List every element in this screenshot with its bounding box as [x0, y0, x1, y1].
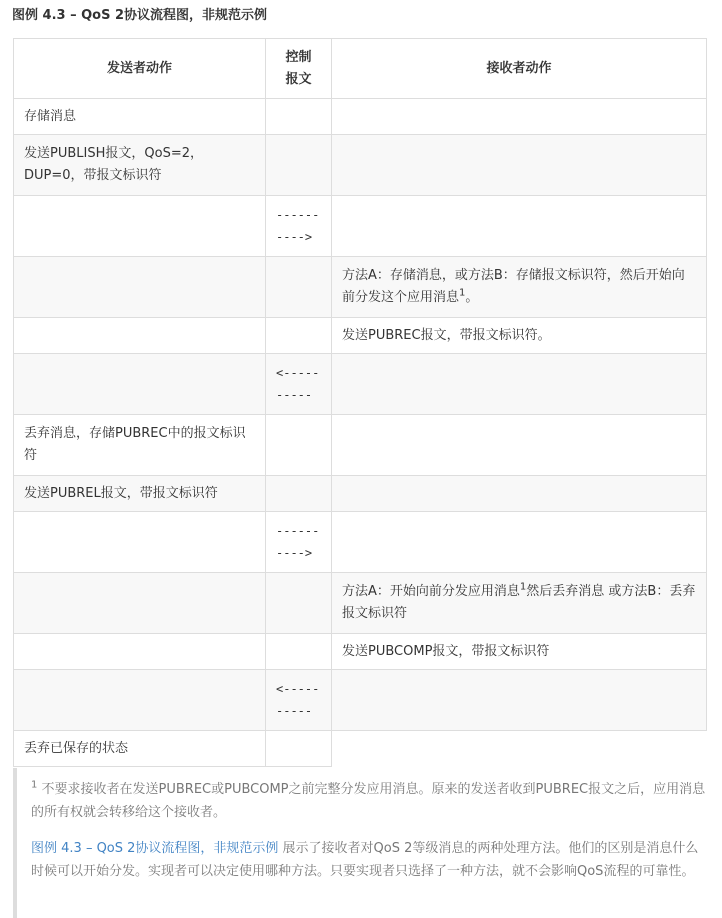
table-row [14, 257, 707, 318]
table-row [14, 354, 707, 415]
figure-caption: 图例 4.3 – QoS 2协议流程图，非规范示例 [12, 8, 268, 23]
sender-cell: 丢弃已保存的状态 [14, 731, 266, 767]
header-receiver: 接收者动作 [332, 39, 707, 99]
header-control-line2: 报文 [285, 71, 312, 87]
control-cell [266, 573, 332, 634]
control-cell [266, 318, 332, 354]
sender-cell [14, 573, 266, 634]
receiver-cell [332, 196, 707, 257]
footnote [31, 778, 706, 824]
sender-cell: 发送PUBREL报文，带报文标识符 [14, 476, 266, 512]
sender-cell: 丢弃消息，存储PUBREC中的报文标识符 [14, 415, 266, 476]
control-cell: ----------> [266, 512, 332, 573]
header-control [266, 39, 332, 99]
table-row [14, 476, 707, 512]
qos2-flow-table [13, 38, 707, 767]
footnote-block [13, 768, 706, 918]
footnote-marker: 1 [31, 779, 38, 791]
control-cell [266, 634, 332, 670]
receiver-cell: 发送PUBREC报文，带报文标识符。 [332, 318, 707, 354]
table-row [14, 196, 707, 257]
control-cell: <---------- [266, 354, 332, 415]
sender-cell: 存储消息 [14, 99, 266, 135]
footnote-text: 不要求接收者在发送PUBREC或PUBCOMP之前完整分发应用消息。原来的发送者收到PUBREC报文之后，应用消息的所有权就会转移给这个接收者。 [31, 782, 706, 820]
control-cell [266, 99, 332, 135]
header-control-line1: 控制 [285, 49, 312, 65]
footnote-ref: 1 [459, 287, 466, 299]
receiver-cell [332, 512, 707, 573]
table-row [14, 99, 707, 135]
table-row [14, 731, 707, 767]
control-cell: <---------- [266, 670, 332, 731]
sender-cell [14, 318, 266, 354]
sender-cell [14, 634, 266, 670]
control-cell [266, 257, 332, 318]
receiver-cell [332, 354, 707, 415]
explanation-paragraph [31, 837, 706, 883]
receiver-cell [332, 415, 707, 476]
receiver-cell [332, 135, 707, 196]
table-row [14, 318, 707, 354]
figure-link[interactable]: 图例 4.3 – QoS 2协议流程图，非规范示例 [31, 841, 279, 856]
footnote-ref: 1 [519, 581, 527, 593]
sender-cell [14, 257, 266, 318]
control-cell [266, 731, 332, 767]
receiver-cell [332, 573, 707, 634]
receiver-text-tail: 然后丢弃消息 或方法B：丢弃报文标识符 [342, 584, 696, 621]
sender-cell [14, 670, 266, 731]
table-row [14, 573, 707, 634]
sender-cell [14, 354, 266, 415]
table-header-row [14, 39, 707, 99]
receiver-cell [332, 99, 707, 135]
receiver-cell [332, 257, 707, 318]
table-row [14, 512, 707, 573]
control-cell: ----------> [266, 196, 332, 257]
receiver-text: 方法A：开始向前分发应用消息 [342, 584, 520, 599]
sender-cell: 发送PUBLISH报文，QoS=2，DUP=0，带报文标识符 [14, 135, 266, 196]
receiver-text-tail: 。 [465, 290, 479, 305]
table-row [14, 415, 707, 476]
table-row [14, 670, 707, 731]
explanation-text: 展示了接收者对QoS 2等级消息的两种处理方法。他们的区别是消息什么时候可以开始分发。实现者可以决定使用哪种方法。只要实现者只选择了一种方法，就不会影响QoS流程的可靠性。 [31, 841, 699, 879]
table-row [14, 634, 707, 670]
receiver-cell [332, 476, 707, 512]
table-row [14, 135, 707, 196]
sender-cell [14, 196, 266, 257]
control-cell [266, 476, 332, 512]
receiver-cell: 发送PUBCOMP报文，带报文标识符 [332, 634, 707, 670]
sender-cell [14, 512, 266, 573]
control-cell [266, 415, 332, 476]
control-cell [266, 135, 332, 196]
receiver-text: 方法A：存储消息，或方法B：存储报文标识符，然后开始向前分发这个应用消息 [342, 268, 685, 305]
header-sender: 发送者动作 [14, 39, 266, 99]
receiver-cell [332, 670, 707, 731]
